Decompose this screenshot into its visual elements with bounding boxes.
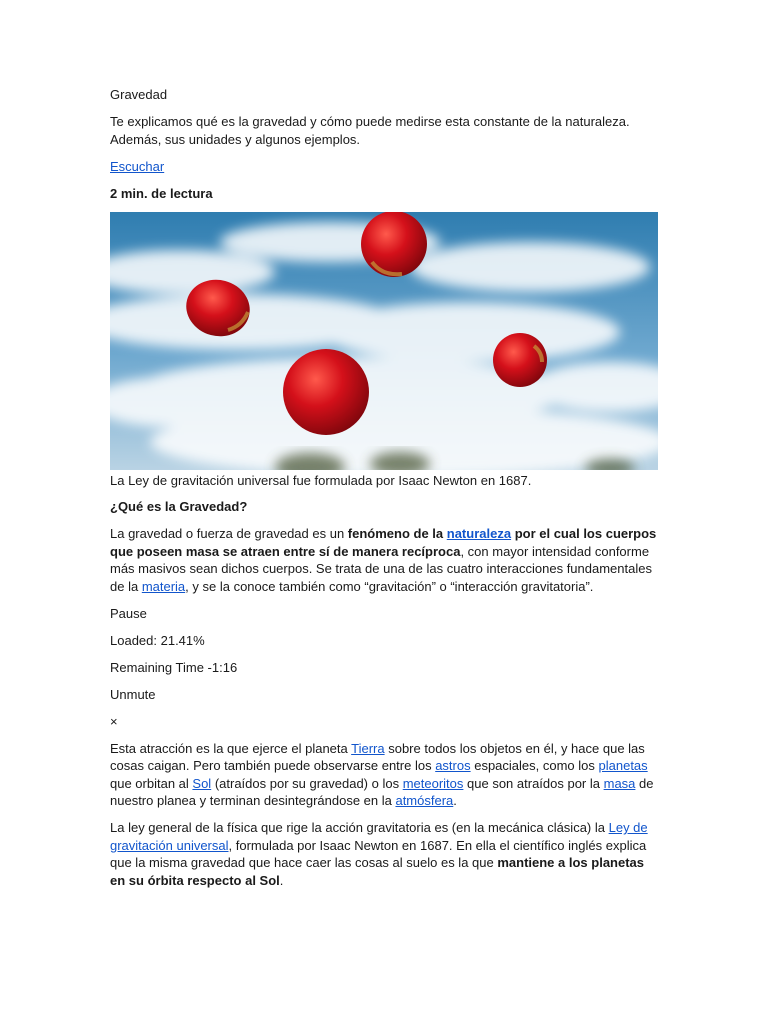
article-intro: Te explicamos qué es la gravedad y cómo puede medirse esta constante de la naturaleza. Además, sus unidades y algunos ejemplos. <box>110 114 630 147</box>
loaded-status: Loaded: 21.41% <box>110 632 205 648</box>
paragraph-law: La ley general de la física que rige la acción gravitatoria es (en la mecánica clásica) la Ley de gravitación universal, formulada por Isaac Newton en 1687. En ella el científico inglés explica que la misma gravedad que hace caer las cosas al suelo es la que mantiene a los planetas en su órbita respecto al Sol. <box>110 820 648 888</box>
link-astros[interactable]: astros <box>435 758 471 773</box>
unmute-button[interactable]: Unmute <box>110 686 156 702</box>
listen-link[interactable]: Escuchar <box>110 158 165 174</box>
section-heading: ¿Qué es la Gravedad? <box>110 499 248 514</box>
apple-center <box>283 349 369 435</box>
image-caption: La Ley de gravitación universal fue formulada por Isaac Newton en 1687. <box>110 472 532 488</box>
paragraph-attraction: Esta atracción es la que ejerce el planeta Tierra sobre todos los objetos en él, y hace que las cosas caigan. Pero también puede observarse entre los astros espaciales, como los planetas que orbitan al Sol (atraídos por su gravedad) o los meteoritos que son atraídos por la masa de nuestro planea y terminan desintegrándose en la atmósfera. <box>110 740 654 808</box>
link-ley-gravitacion[interactable]: Ley de gravitación universal <box>110 820 648 853</box>
remaining-time: Remaining Time -1:16 <box>110 659 238 675</box>
link-planetas[interactable]: planetas <box>598 758 648 773</box>
reading-time: 2 min. de lectura <box>110 185 213 201</box>
apple-top <box>361 212 427 277</box>
link-materia[interactable]: materia <box>141 578 186 594</box>
link-masa[interactable]: masa <box>603 775 636 791</box>
link-meteoritos[interactable]: meteoritos <box>402 775 464 791</box>
paragraph-definition: La gravedad o fuerza de gravedad es un fenómeno de la naturaleza por el cual los cuerpos que poseen masa se atraen entre sí de manera recíproca, con mayor intensidad conforme más masivos sean dichos cuerpos. Se trata de una de las cuatro interacciones fundamentales de la materia, y se la conoce también como “gravitación” o “interacción gravitatoria”. <box>110 526 657 594</box>
link-atmosfera[interactable]: atmósfera <box>395 793 454 808</box>
link-tierra[interactable]: Tierra <box>351 740 385 756</box>
close-icon[interactable]: × <box>110 713 118 729</box>
apple-right <box>493 333 547 387</box>
article <box>110 86 662 899</box>
falling-apples-image <box>110 212 658 470</box>
listen-row <box>110 158 662 176</box>
link-sol[interactable]: Sol <box>192 775 212 791</box>
pause-button[interactable]: Pause <box>110 605 147 621</box>
article-title: Gravedad <box>110 87 168 102</box>
link-naturaleza[interactable]: naturaleza <box>446 526 512 541</box>
